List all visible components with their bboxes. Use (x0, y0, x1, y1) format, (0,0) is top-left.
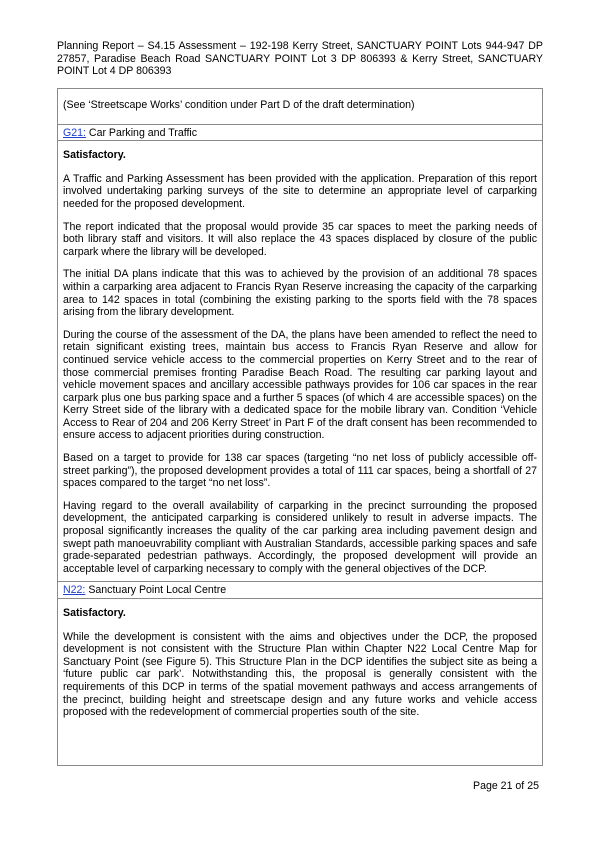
g21-paragraph-4: During the course of the assessment of the DA, the plans have been amended to reflect the need to retain significant existing trees, maintain bus access to Francis Ryan Reserve and allow for continued service vehicle access to the commercial properties on Kerry Street and to the rear of those commercial premises fronting Paradise Beach Road. The resulting car parking layout and vehicle movement spaces and ancillary accessible pathways provides for 106 car spaces in the rear carpark plus one bus parking space and a further 5 spaces (of which 4 are accessible spaces) on the Kerry Street side of the library with a dedicated space for the mobile library van. Condition ‘Vehicle Access to Rear of 204 and 206 Kerry Street’ in Part F of the draft consent has been recommended to ensure access to adjacent priorities during construction. (63, 328, 537, 442)
n22-link[interactable]: N22: (63, 584, 86, 597)
g21-paragraph-6: Having regard to the overall availability of carparking in the precinct surrounding the proposed development, the anticipated carparking is considered unlikely to result in adverse impacts. The proposal significantly increases the quality of the car parking area including pavement design and swept path manoeuvrability compliant with Australian Standards, accessible parking spaces and safe grade-separated pedestrian pathways. Accordingly, the proposed development will provide an acceptable level of carparking necessary to comply with the general objectives of the DCP. (63, 499, 537, 575)
n22-assessment (58, 599, 542, 719)
n22-title: Sanctuary Point Local Centre (85, 584, 227, 597)
section-heading-g21 (58, 125, 542, 142)
g21-paragraph-3: The initial DA plans indicate that this was to achieved by the provision of an additional 78 spaces within a carparking area adjacent to Francis Ryan Reserve increasing the capacity of the carparking area to 142 spaces in total (combining the existing parking to the sports field with the 78 spaces arising from the library development. (63, 268, 537, 319)
g21-link[interactable]: G21: (63, 126, 86, 139)
page-number: Page 21 of 25 (473, 780, 539, 792)
g21-title: Car Parking and Traffic (85, 126, 198, 139)
g21-status: Satisfactory. (63, 149, 126, 162)
g21-assessment (58, 141, 542, 582)
g21-paragraph-2: The report indicated that the proposal would provide 35 car spaces to meet the parking needs of both library staff and visitors. It will also replace the 43 spaces displaced by closure of the public carpark where the library will be developed. (63, 220, 537, 258)
g21-paragraph-1: A Traffic and Parking Assessment has been provided with the application. Preparation of this report involved undertaking parking surveys of the site to determine an appropriate level of carparking needed for the proposed development. (63, 172, 537, 210)
n22-paragraph-1: While the development is consistent with the aims and objectives under the DCP, the proposed development is not consistent with the Structure Plan within Chapter N22 Local Centre Map for Sanctuary Point (see Figure 5). This Structure Plan in the DCP identifies the subject site as being a ‘future public car park’. Notwithstanding this, the proposal is generally consistent with the requirements of this DCP in terms of the spatial movement pathways and access arrangements of the precinct, building height and streetscape design and any future works and vehicle access proposed with the redevelopment of commercial properties south of the site. (63, 630, 537, 719)
g21-paragraph-5: Based on a target to provide for 138 car spaces (targeting “no net loss of publicly accessible off-street parking”), the proposed development provides a total of 111 car spaces, being a shortfall of 27 spaces compared to the target “no net loss”. (63, 452, 537, 490)
page-header: Planning Report – S4.15 Assessment – 192-198 Kerry Street, SANCTUARY POINT Lots 944-947 DP 27857, Paradise Beach Road SANCTUARY POINT Lot 3 DP 806393 & Kerry Street, SANCTUARY POINT Lot 4 DP 806393 (57, 40, 543, 78)
streetscape-note: (See ‘Streetscape Works’ condition under Part D of the draft determination) (58, 89, 542, 125)
n22-status: Satisfactory. (63, 607, 126, 619)
section-heading-n22 (58, 582, 542, 599)
assessment-table (57, 88, 543, 766)
